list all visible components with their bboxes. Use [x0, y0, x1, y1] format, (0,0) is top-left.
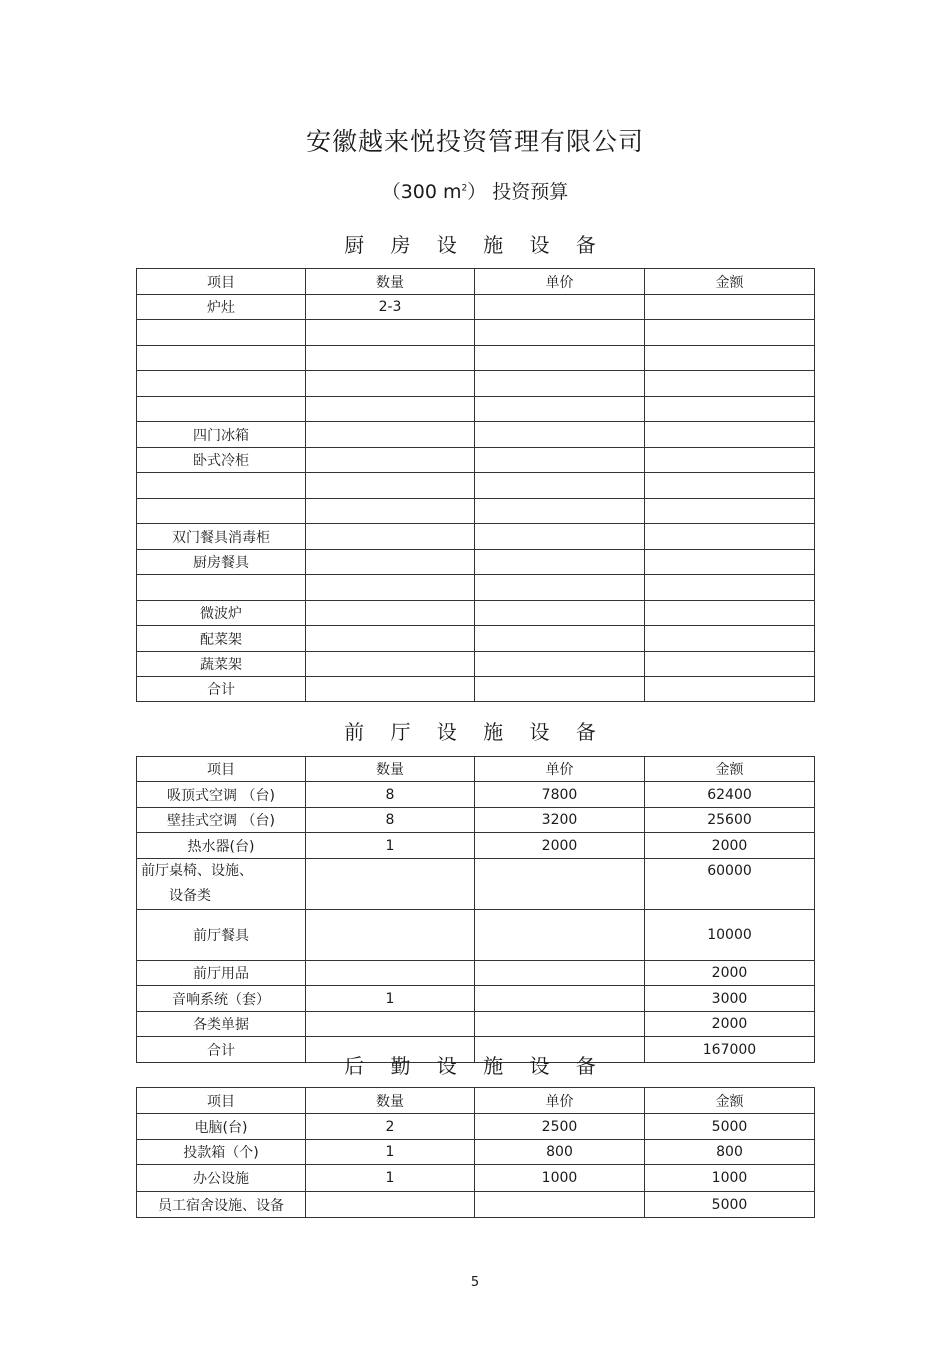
table-cell: 厨房餐具	[137, 550, 306, 575]
front-hall-heading: 前 厅 设 施 设 备	[344, 720, 606, 744]
table-cell	[137, 346, 306, 371]
table-row	[137, 295, 815, 320]
table-cell	[645, 550, 815, 575]
table-cell	[306, 1192, 475, 1218]
table-cell: 合计	[137, 1037, 306, 1063]
table-cell	[475, 295, 645, 320]
table-cell	[306, 371, 475, 397]
table-row	[137, 397, 815, 422]
header-cell: 单价	[475, 1088, 645, 1114]
table-row	[137, 808, 815, 833]
table-cell	[645, 397, 815, 422]
table-row	[137, 346, 815, 371]
table-cell: 2000	[645, 833, 815, 859]
table-cell	[475, 575, 645, 601]
table-row	[137, 1192, 815, 1218]
table-cell	[475, 1012, 645, 1037]
table-cell	[475, 910, 645, 961]
back-office-table	[136, 1087, 815, 1218]
table-cell: 60000	[645, 859, 815, 910]
table-cell: 800	[475, 1140, 645, 1165]
table-cell: 1000	[475, 1165, 645, 1192]
table-cell: 3200	[475, 808, 645, 833]
table-cell	[475, 961, 645, 986]
header-cell: 金额	[645, 269, 815, 295]
table-cell: 800	[645, 1140, 815, 1165]
table-row	[137, 1165, 815, 1192]
table-cell	[645, 320, 815, 346]
table-cell	[306, 499, 475, 524]
header-cell: 单价	[475, 757, 645, 782]
table-cell	[475, 601, 645, 626]
table-cell	[306, 961, 475, 986]
header-cell: 单价	[475, 269, 645, 295]
table-cell	[645, 601, 815, 626]
table-cell: 2500	[475, 1114, 645, 1140]
table-cell	[306, 397, 475, 422]
table-cell	[475, 422, 645, 448]
table-cell: 2000	[645, 1012, 815, 1037]
table-cell	[306, 652, 475, 677]
table-cell	[645, 295, 815, 320]
table-cell: 配菜架	[137, 626, 306, 652]
table-cell: 双门餐具消毒柜	[137, 524, 306, 550]
table-cell: 投款箱（个)	[137, 1140, 306, 1165]
table-cell: 5000	[645, 1114, 815, 1140]
table-row	[137, 1114, 815, 1140]
table-row	[137, 448, 815, 473]
table-cell: 炉灶	[137, 295, 306, 320]
table-cell	[306, 550, 475, 575]
table-cell: 1	[306, 1165, 475, 1192]
table-cell: 1	[306, 833, 475, 859]
table-cell	[475, 859, 645, 910]
table-cell	[137, 575, 306, 601]
table-cell	[306, 448, 475, 473]
table-cell: 8	[306, 782, 475, 808]
table-cell: 1	[306, 1140, 475, 1165]
header-row	[137, 1088, 815, 1114]
table-cell	[475, 986, 645, 1012]
table-cell: 四门冰箱	[137, 422, 306, 448]
table-cell	[475, 448, 645, 473]
table-cell	[475, 652, 645, 677]
table-cell: 1000	[645, 1165, 815, 1192]
table-cell	[306, 575, 475, 601]
header-cell: 项目	[137, 1088, 306, 1114]
table-cell: 吸顶式空调 （台)	[137, 782, 306, 808]
table-cell: 7800	[475, 782, 645, 808]
multi-line-text: 前厅桌椅、设施、	[141, 863, 253, 879]
table-cell	[475, 320, 645, 346]
table-cell	[475, 499, 645, 524]
page-number: 5	[470, 1275, 480, 1290]
table-cell: 电脑(台)	[137, 1114, 306, 1140]
table-cell	[137, 859, 306, 910]
table-row	[137, 601, 815, 626]
header-cell: 数量	[306, 757, 475, 782]
table-row	[137, 910, 815, 961]
table-cell	[645, 626, 815, 652]
table-cell	[306, 1012, 475, 1037]
table-cell: 前厅用品	[137, 961, 306, 986]
table-cell	[475, 397, 645, 422]
table-cell	[475, 677, 645, 702]
table-cell	[475, 1192, 645, 1218]
table-row	[137, 961, 815, 986]
table-cell	[475, 524, 645, 550]
table-row	[137, 499, 815, 524]
table-cell	[475, 626, 645, 652]
table-cell	[137, 397, 306, 422]
table-cell	[475, 473, 645, 499]
header-cell: 数量	[306, 269, 475, 295]
multi-line-text: 设备类	[169, 888, 211, 904]
table-row	[137, 1140, 815, 1165]
header-row	[137, 757, 815, 782]
table-cell: 热水器(台)	[137, 833, 306, 859]
table-cell: 25600	[645, 808, 815, 833]
table-cell: 2-3	[306, 295, 475, 320]
table-cell: 前厅餐具	[137, 910, 306, 961]
table-cell: 62400	[645, 782, 815, 808]
table-row	[137, 575, 815, 601]
table-row	[137, 371, 815, 397]
table-cell	[645, 346, 815, 371]
front-hall-table	[136, 756, 815, 1063]
table-cell: 合计	[137, 677, 306, 702]
table-cell: 2	[306, 1114, 475, 1140]
table-cell	[306, 320, 475, 346]
table-row	[137, 626, 815, 652]
table-cell	[645, 575, 815, 601]
table-cell	[137, 473, 306, 499]
table-cell	[137, 499, 306, 524]
table-cell	[645, 499, 815, 524]
table-cell: 3000	[645, 986, 815, 1012]
table-cell: 蔬菜架	[137, 652, 306, 677]
table-row	[137, 677, 815, 702]
table-cell: 2000	[645, 961, 815, 986]
header-cell: 数量	[306, 1088, 475, 1114]
table-cell	[137, 371, 306, 397]
table-row	[137, 652, 815, 677]
table-cell	[137, 320, 306, 346]
kitchen-table	[136, 268, 815, 702]
table-row	[137, 1012, 815, 1037]
table-cell	[306, 346, 475, 371]
table-cell	[306, 601, 475, 626]
table-row	[137, 422, 815, 448]
table-cell	[475, 371, 645, 397]
table-cell	[306, 677, 475, 702]
table-cell: 8	[306, 808, 475, 833]
table-cell	[475, 346, 645, 371]
table-row	[137, 320, 815, 346]
kitchen-heading: 厨 房 设 施 设 备	[344, 233, 606, 257]
table-cell: 壁挂式空调 （台)	[137, 808, 306, 833]
table-cell	[306, 626, 475, 652]
table-cell	[645, 448, 815, 473]
table-cell: 1	[306, 986, 475, 1012]
table-cell	[645, 371, 815, 397]
document-title: 安徽越来悦投资管理有限公司	[305, 127, 644, 156]
table-cell: 2000	[475, 833, 645, 859]
table-cell	[645, 422, 815, 448]
header-cell: 金额	[645, 1088, 815, 1114]
header-cell: 项目	[137, 757, 306, 782]
table-row	[137, 782, 815, 808]
table-cell: 10000	[645, 910, 815, 961]
document-subtitle: （300 $m^2$） 投资预算	[381, 181, 569, 203]
table-cell	[645, 677, 815, 702]
header-cell: 金额	[645, 757, 815, 782]
table-cell: 员工宿舍设施、设备	[137, 1192, 306, 1218]
table-row	[137, 473, 815, 499]
table-cell	[645, 524, 815, 550]
table-row	[137, 550, 815, 575]
table-cell: 5000	[645, 1192, 815, 1218]
table-cell	[306, 524, 475, 550]
table-row	[137, 859, 815, 910]
back-office-heading: 后 勤 设 施 设 备	[344, 1054, 606, 1078]
header-row	[137, 269, 815, 295]
table-cell: 微波炉	[137, 601, 306, 626]
table-cell: 音响系统（套）	[137, 986, 306, 1012]
table-cell	[306, 910, 475, 961]
table-cell	[306, 473, 475, 499]
table-cell	[475, 550, 645, 575]
table-cell: 办公设施	[137, 1165, 306, 1192]
table-cell	[645, 652, 815, 677]
header-cell: 项目	[137, 269, 306, 295]
table-row	[137, 524, 815, 550]
table-cell: 卧式冷柜	[137, 448, 306, 473]
table-cell: 167000	[645, 1037, 815, 1063]
table-cell: 各类单据	[137, 1012, 306, 1037]
table-row	[137, 833, 815, 859]
table-cell	[645, 473, 815, 499]
table-cell	[306, 422, 475, 448]
table-cell	[306, 859, 475, 910]
table-row	[137, 986, 815, 1012]
